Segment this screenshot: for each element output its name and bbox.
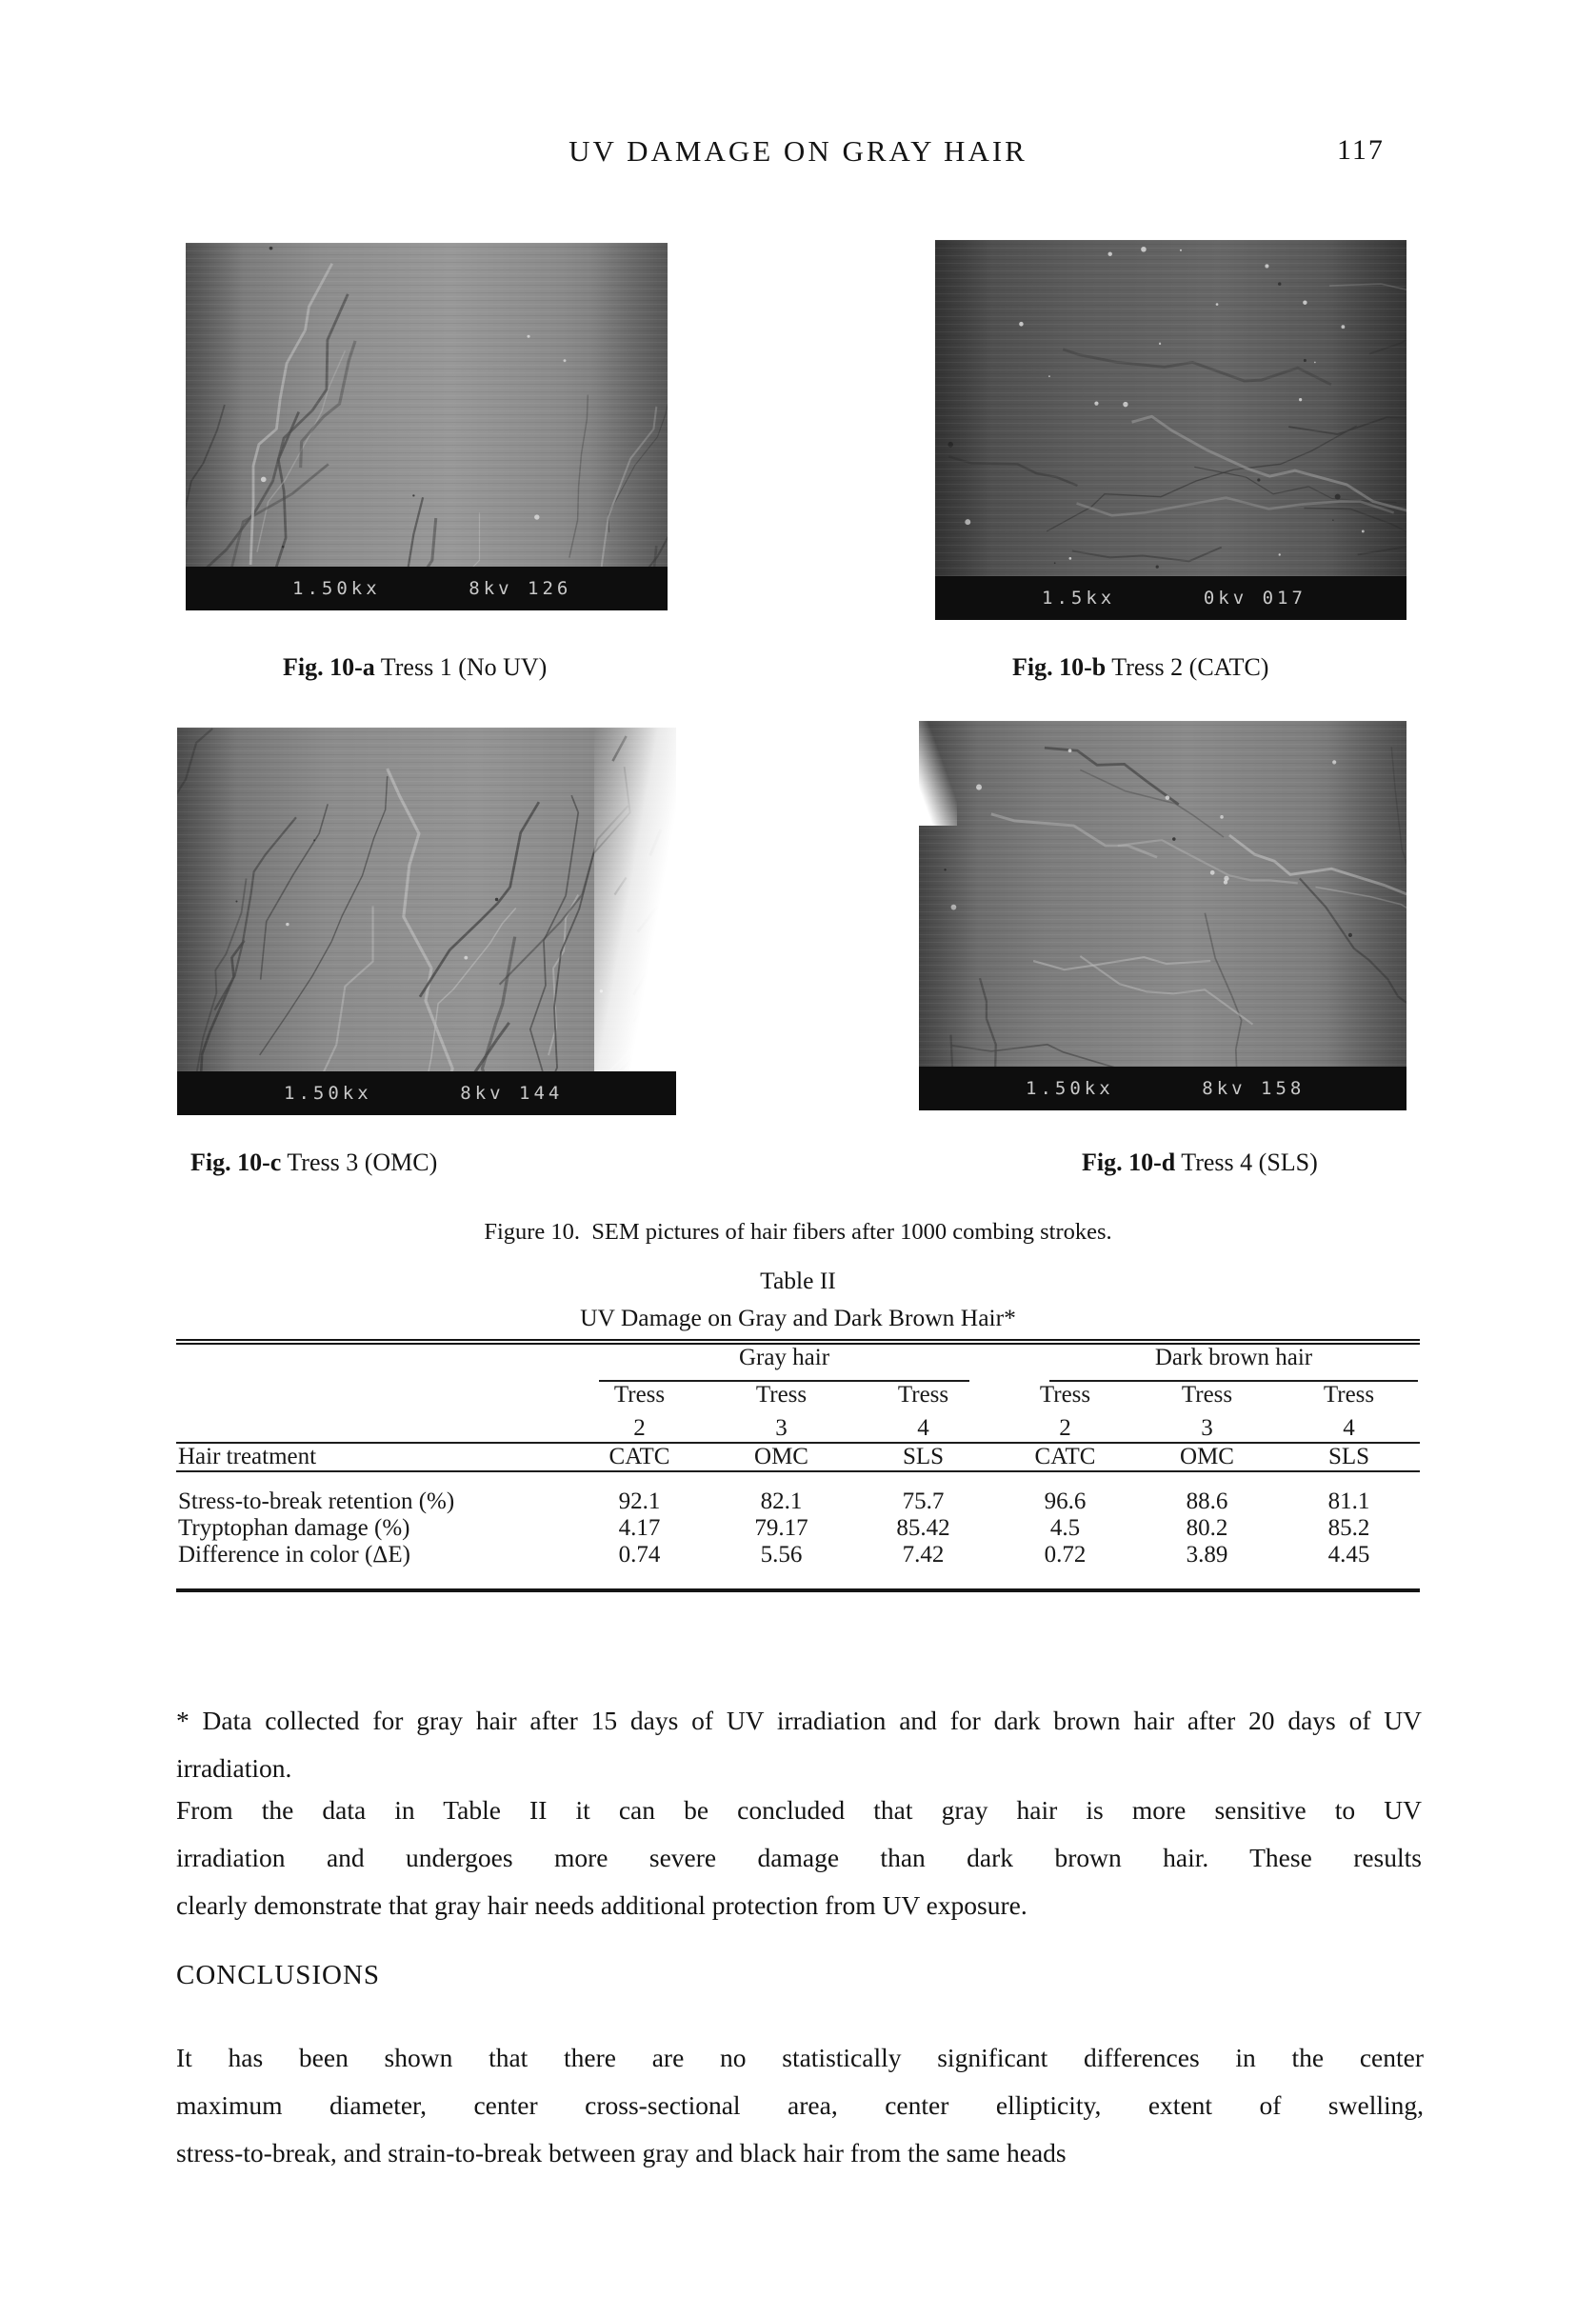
sem-info-bar (177, 1071, 676, 1115)
table-treatment-row (176, 1443, 1420, 1471)
row-label: Difference in color (ΔE) (178, 1542, 410, 1568)
group-header-gray-hair: Gray hair (599, 1345, 969, 1382)
table-row-stress-to-break (176, 1471, 1420, 1515)
conclusions-paragraph (176, 2034, 1424, 2177)
value-cell: 75.7 (902, 1488, 945, 1514)
sem-info-bar (186, 567, 668, 610)
page-number: 117 (1337, 134, 1385, 166)
caption-fig-10d (1082, 1149, 1318, 1177)
fig-label: Fig. 10-d (1082, 1149, 1176, 1176)
row-label: Stress-to-break retention (%) (178, 1488, 455, 1514)
value-cell: 4.17 (618, 1515, 661, 1541)
value-cell: 81.1 (1327, 1488, 1370, 1514)
sem-image (186, 243, 668, 567)
table-footnote (176, 1697, 1422, 1792)
value-cell: 4.5 (1049, 1515, 1081, 1541)
sem-texture (177, 728, 676, 1071)
fig-caption-text: Tress 1 (No UV) (380, 653, 548, 681)
table-row-tryptophan-damage (176, 1515, 1420, 1542)
caption-fig-10c (190, 1149, 437, 1177)
table-tress-header-row (176, 1382, 1420, 1443)
treatment-cell: OMC (710, 1443, 852, 1471)
sem-image (919, 721, 1406, 1067)
treatment-cell: CATC (569, 1443, 710, 1471)
value-cell: 85.42 (896, 1515, 950, 1541)
value-cell: 3.89 (1186, 1542, 1228, 1568)
paragraph-line: clearly demonstrate that gray hair needs additional protection from UV exposure. (176, 1890, 1027, 1920)
caption-fig-10a (283, 653, 547, 682)
col-header-tress-3-gray: Tress 3 (755, 1382, 808, 1441)
sem-image (935, 240, 1406, 576)
table-row-color-difference (176, 1542, 1420, 1588)
value-cell: 0.74 (618, 1542, 661, 1568)
sem-micrograph-tress2 (935, 240, 1406, 620)
sem-info-bar (919, 1067, 1406, 1110)
footnote-line: irradiation. (176, 1753, 292, 1783)
col-header-tress-2-brown: Tress 2 (1039, 1382, 1091, 1441)
value-cell: 7.42 (902, 1542, 945, 1568)
sem-texture (935, 240, 1406, 576)
fig-label: Fig. 10-b (1012, 653, 1107, 681)
paragraph-line: irradiation and undergoes more severe damage than dark brown hair. These results (176, 1843, 1422, 1872)
treatment-cell: OMC (1136, 1443, 1278, 1471)
sem-micrograph-tress3 (177, 728, 676, 1115)
sem-bar-text: 1.5kx 0kv 017 (1042, 588, 1307, 609)
value-cell: 0.72 (1044, 1542, 1087, 1568)
value-cell: 4.45 (1327, 1542, 1370, 1568)
sem-info-bar (935, 576, 1406, 620)
sem-bar-text: 1.50kx 8kv 144 (284, 1083, 564, 1104)
paragraph-line: stress-to-break, and strain-to-break between gray and black hair from the same heads (176, 2138, 1067, 2167)
sem-texture (919, 721, 1406, 1067)
treatment-cell: CATC (994, 1443, 1136, 1471)
col-header-tress-2-gray: Tress 2 (613, 1382, 666, 1441)
table-title: Table II (760, 1267, 836, 1294)
col-header-tress-3-brown: Tress 3 (1181, 1382, 1233, 1441)
value-cell: 85.2 (1327, 1515, 1370, 1541)
sem-bar-text: 1.50kx 8kv 158 (1026, 1078, 1306, 1099)
row-label-hair-treatment: Hair treatment (176, 1443, 569, 1471)
table-2 (176, 1339, 1420, 1592)
paragraph-line: It has been shown that there are no statistically significant differences in the center (176, 2043, 1424, 2072)
sem-image (177, 728, 676, 1071)
group-header-dark-brown-hair: Dark brown hair (1049, 1345, 1418, 1382)
footnote-line: * Data collected for gray hair after 15 days of UV irradiation and for dark brown hair after 20 days of UV (176, 1706, 1422, 1735)
value-cell: 82.1 (760, 1488, 803, 1514)
fig-label: Fig. 10-c (190, 1149, 282, 1176)
sem-micrograph-tress1 (186, 243, 668, 610)
fig-caption-text: Tress 3 (OMC) (287, 1149, 438, 1176)
conclusions-heading: CONCLUSIONS (176, 1960, 381, 1990)
row-label: Tryptophan damage (%) (178, 1515, 410, 1541)
table-group-header-row (176, 1345, 1420, 1382)
value-cell: 79.17 (754, 1515, 808, 1541)
fig-caption-text: Tress 2 (CATC) (1111, 653, 1269, 681)
sem-bar-text: 1.50kx 8kv 126 (292, 578, 572, 599)
col-header-tress-4-gray: Tress 4 (897, 1382, 949, 1441)
fig-label: Fig. 10-a (283, 653, 375, 681)
value-cell: 92.1 (618, 1488, 661, 1514)
treatment-cell: SLS (1278, 1443, 1420, 1471)
running-head-title: UV DAMAGE ON GRAY HAIR (569, 134, 1027, 168)
treatment-cell: SLS (852, 1443, 994, 1471)
value-cell: 88.6 (1186, 1488, 1228, 1514)
sem-micrograph-tress4 (919, 721, 1406, 1110)
paragraph-line: From the data in Table II it can be concluded that gray hair is more sensitive to UV (176, 1795, 1422, 1825)
discussion-paragraph (176, 1787, 1422, 1929)
figure-10-caption: Figure 10. SEM pictures of hair fibers after 1000 combing strokes. (484, 1219, 1112, 1245)
value-cell: 80.2 (1186, 1515, 1228, 1541)
col-header-tress-4-brown: Tress 4 (1323, 1382, 1375, 1441)
table-subtitle: UV Damage on Gray and Dark Brown Hair* (580, 1304, 1016, 1331)
caption-fig-10b (1012, 653, 1268, 682)
sem-texture (186, 243, 668, 567)
fig-caption-text: Tress 4 (SLS) (1181, 1149, 1318, 1176)
paragraph-line: maximum diameter, center cross-sectional area, center ellipticity, extent of swelling, (176, 2090, 1424, 2120)
value-cell: 5.56 (760, 1542, 803, 1568)
value-cell: 96.6 (1044, 1488, 1087, 1514)
